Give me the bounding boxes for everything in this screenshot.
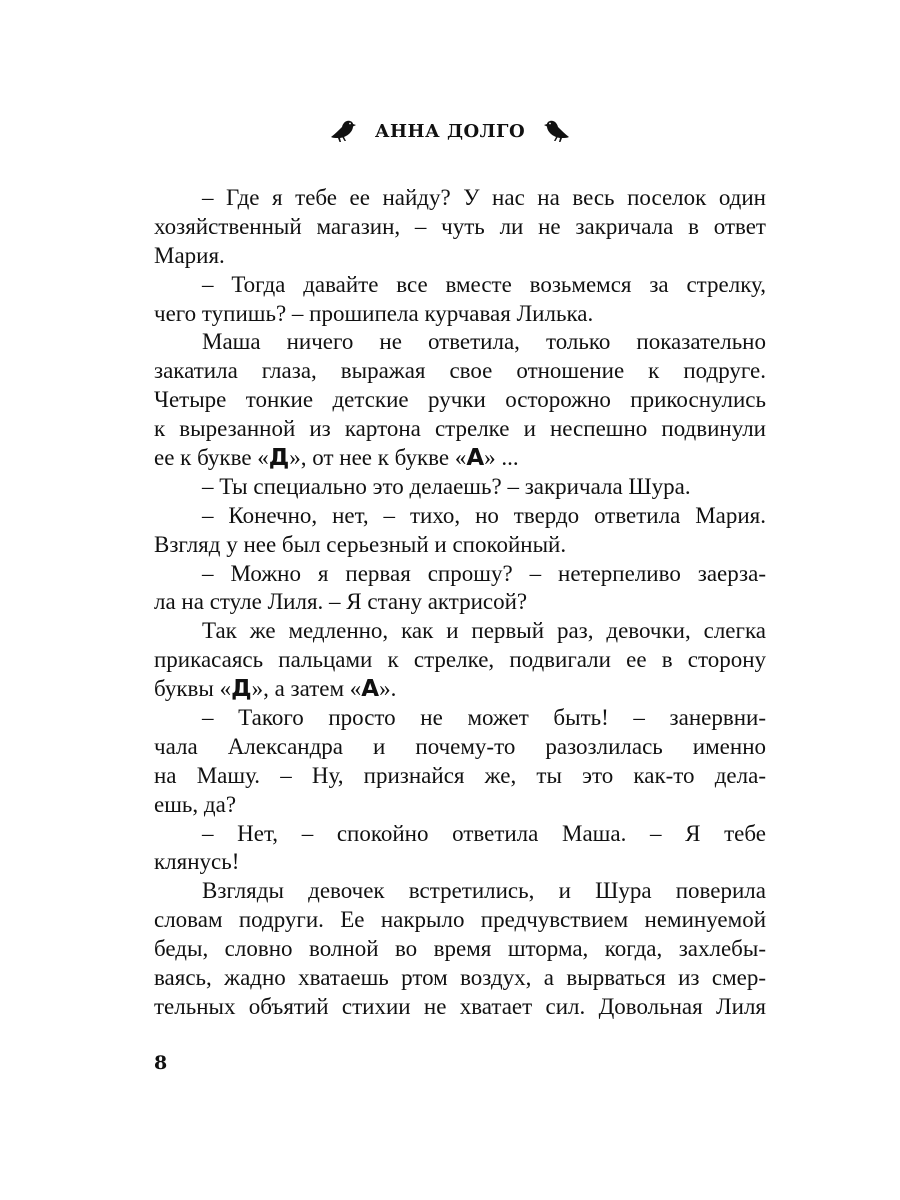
text-line [154, 617, 766, 646]
text-segment: Мария. [154, 242, 225, 268]
text-segment: Маша ничего не ответила, только показательно [202, 329, 766, 355]
text-segment: – Нет, – спокойно ответила Маша. – Я тебе [202, 820, 766, 846]
board-letter: Д [268, 445, 290, 472]
text-line [154, 762, 766, 791]
text-segment: – Можно я первая спрошу? – нетерпеливо заерза- [202, 560, 766, 586]
text-line [154, 588, 766, 617]
text-line [154, 993, 766, 1022]
text-line [154, 415, 766, 444]
crow-icon [327, 115, 359, 147]
text-segment: ваясь, жадно хватаешь ртом воздух, а вырваться из смер- [154, 965, 766, 991]
text-segment: клянусь! [154, 849, 240, 875]
body-text [154, 184, 766, 1022]
text-segment: ее к букве « [154, 445, 269, 471]
text-line [154, 328, 766, 357]
text-line [154, 675, 766, 704]
text-line [154, 473, 766, 502]
text-segment: хозяйственный магазин, – чуть ли не закричала в ответ [154, 213, 766, 239]
text-segment: Четыре тонкие детские ручки осторожно прикоснулись [154, 387, 766, 413]
text-line [154, 848, 766, 877]
board-letter: А [466, 445, 485, 472]
text-line [154, 877, 766, 906]
text-line [154, 300, 766, 329]
text-segment: – Такого просто не может быть! – занервни- [202, 705, 766, 731]
text-line [154, 357, 766, 386]
text-segment: ла на стуле Лиля. – Я стану актрисой? [154, 589, 528, 615]
text-line [154, 213, 766, 242]
text-segment: – Тогда давайте все вместе возьмемся за стрелку, [202, 271, 766, 297]
text-segment: беды, словно волной во время шторма, когда, захлебы- [154, 936, 766, 962]
text-segment: », от нее к букве « [289, 445, 467, 471]
text-line [154, 906, 766, 935]
board-letter: Д [231, 676, 252, 703]
text-segment: – Ты специально это делаешь? – закричала Шура. [202, 473, 691, 499]
running-header [0, 108, 900, 154]
text-line [154, 531, 766, 560]
text-segment: чего тупишь? – прошипела курчавая Лилька. [154, 300, 594, 326]
text-segment: к вырезанной из картона стрелке и неспешно подвинули [154, 416, 766, 442]
text-segment: чала Александра и почему-то разозлилась именно [154, 733, 766, 759]
text-segment: – Конечно, нет, – тихо, но твердо ответила Мария. [202, 502, 766, 528]
text-segment: закатила глаза, выражая свое отношение к подруге. [154, 358, 766, 384]
text-line [154, 704, 766, 733]
text-segment: буквы « [154, 676, 232, 702]
text-segment: Так же медленно, как и первый раз, девочки, слегка [202, 618, 766, 644]
page-number: 8 [154, 1052, 168, 1074]
text-line [154, 646, 766, 675]
crow-icon [541, 115, 573, 147]
board-letter: А [361, 676, 380, 703]
text-line [154, 184, 766, 213]
text-line [154, 733, 766, 762]
text-line [154, 560, 766, 589]
text-segment: », а затем « [251, 676, 362, 702]
text-segment: Взгляды девочек встретились, и Шура поверила [202, 878, 766, 904]
text-segment: – Где я тебе ее найду? У нас на весь поселок один [202, 185, 766, 210]
text-segment: ешь, да? [154, 791, 237, 817]
text-line [154, 791, 766, 820]
text-line [154, 271, 766, 300]
author-name: АННА ДОЛГО [374, 120, 526, 142]
text-segment: » ... [484, 445, 519, 471]
text-segment: Взгляд у нее был серьезный и спокойный. [154, 531, 567, 557]
text-line [154, 820, 766, 849]
text-segment: словам подруги. Ее накрыло предчувствием неминуемой [154, 907, 766, 933]
text-line [154, 386, 766, 415]
text-segment: ». [379, 676, 397, 702]
text-segment: тельных объятий стихии не хватает сил. Довольная Лиля [154, 993, 766, 1019]
text-segment: на Машу. – Ну, признайся же, ты это как-то дела- [154, 762, 766, 788]
text-line [154, 242, 766, 271]
text-line [154, 935, 766, 964]
text-line [154, 502, 766, 531]
text-segment: прикасаясь пальцами к стрелке, подвигали ее в сторону [154, 647, 766, 673]
text-line [154, 964, 766, 993]
text-line [154, 444, 766, 473]
